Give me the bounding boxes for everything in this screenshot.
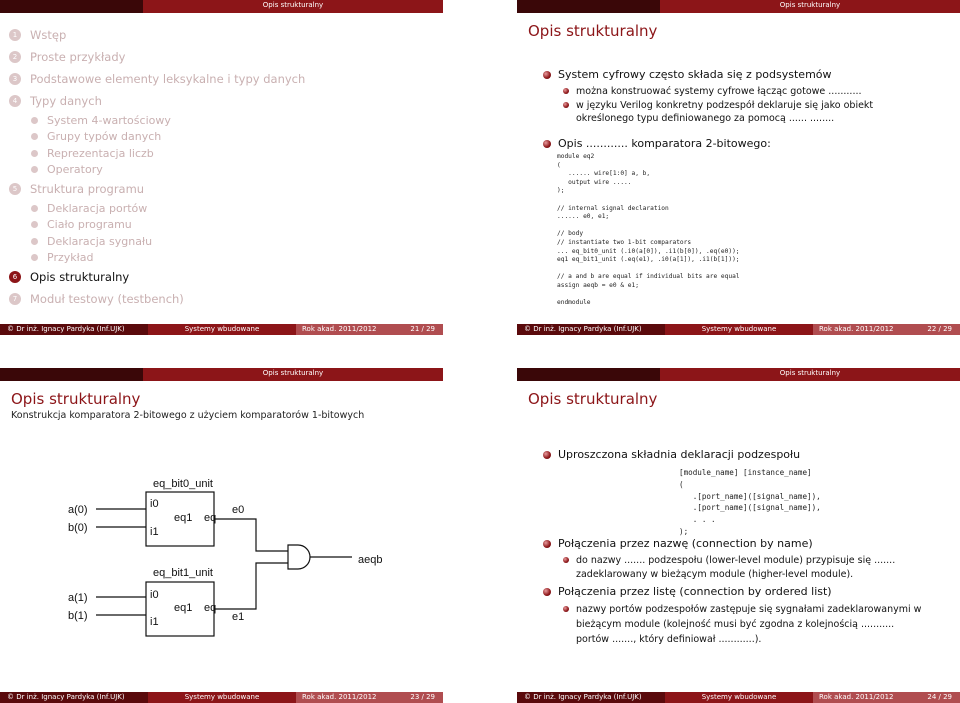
code-line: ...... e0, e1; xyxy=(557,213,610,221)
eq1-label: eq1 xyxy=(174,602,193,614)
code-line xyxy=(557,222,740,231)
toc-section-label: Podstawowe elementy leksykalne i typy danych xyxy=(30,72,306,86)
bullet-icon xyxy=(563,102,569,108)
code-line: ); xyxy=(557,187,565,195)
port-i0: i0 xyxy=(150,498,159,510)
output-label: aeqb xyxy=(358,554,383,566)
sub-bullet-item: nazwy portów podzespołów zastępuje się sygnałami zadeklarowanymi w xyxy=(563,603,921,617)
code-line: ... eq_bit0_unit (.i0(a[0]), .i1(b[0]), .eq(e0)); xyxy=(557,247,740,255)
bullet-item: Połączenia przez nazwę (connection by name) xyxy=(543,537,813,550)
toc-section-label: Typy danych xyxy=(30,94,102,108)
toc-subsection[interactable] xyxy=(9,233,305,250)
toc-subsection[interactable] xyxy=(9,112,305,129)
code-line: // a and b are equal if individual bits are equal xyxy=(557,273,740,281)
toc-section-4[interactable] xyxy=(9,90,305,112)
footer-author: © Dr inż. Ignacy Pardyka (Inf.UJK) xyxy=(517,324,665,335)
footer-course: Systemy wbudowane xyxy=(148,692,296,703)
footer-course: Systemy wbudowane xyxy=(665,692,813,703)
code-line: .[port_name]([signal_name]), xyxy=(679,491,821,501)
code-line: . . . xyxy=(679,515,716,525)
header-label: Opis strukturalny xyxy=(262,369,324,377)
bullet-icon xyxy=(31,238,38,245)
toc-subsection[interactable] xyxy=(9,129,305,146)
toc-subsection[interactable] xyxy=(9,162,305,179)
section-number-badge: 6 xyxy=(9,271,21,283)
section-number-badge: 5 xyxy=(9,183,21,195)
section-number-badge: 7 xyxy=(9,293,21,305)
header-label: Opis strukturalny xyxy=(779,369,841,377)
footer-author: © Dr inż. Ignacy Pardyka (Inf.UJK) xyxy=(517,692,665,703)
code-line: [module_name] [instance_name] xyxy=(679,468,812,477)
toc-section-6[interactable] xyxy=(9,266,305,288)
frame-title: Opis strukturalny xyxy=(528,22,658,40)
toc-subsection-label: Operatory xyxy=(47,163,103,177)
frame-subtitle: Konstrukcja komparatora 2-bitowego z użyciem komparatorów 1-bitowych xyxy=(11,410,365,421)
toc-section-label: Proste przykłady xyxy=(30,50,126,64)
syntax-code-block xyxy=(679,468,821,539)
e1-label: e1 xyxy=(232,611,245,623)
code-line xyxy=(557,196,740,205)
toc-section-2[interactable] xyxy=(9,46,305,68)
bullet-icon xyxy=(563,606,569,612)
bullet-icon xyxy=(31,205,38,212)
toc-subsection[interactable] xyxy=(9,145,305,162)
code-line: ...... wire[1:0] a, b, xyxy=(557,170,651,178)
a0-label: a(0) xyxy=(68,504,88,516)
toc-subsection-label: Reprezentacja liczb xyxy=(47,146,154,160)
toc-subsection[interactable] xyxy=(9,217,305,234)
sub-bullet-item: można konstruować systemy cyfrowe łącząc gotowe ........... xyxy=(563,85,862,99)
toc-subsection-label: System 4-wartościowy xyxy=(47,113,171,127)
slide-header xyxy=(517,0,960,13)
bullet-icon xyxy=(31,166,38,173)
bullet-icon xyxy=(31,254,38,261)
slide-23 xyxy=(0,368,443,703)
toc-section-label: Wstęp xyxy=(30,28,67,42)
footer-year: Rok akad. 2011/2012 xyxy=(819,325,894,333)
slide-footer xyxy=(0,324,443,335)
port-i1: i1 xyxy=(150,526,159,538)
code-line: eq1 eq_bit1_unit (.eq(e1), .i0(a[1]), .i1(b[1])); xyxy=(557,256,740,264)
verilog-code-block xyxy=(557,153,740,308)
footer-year: Rok akad. 2011/2012 xyxy=(819,693,894,701)
code-line: endmodule xyxy=(557,299,591,307)
slide-24 xyxy=(517,368,960,703)
bullet-icon xyxy=(543,140,551,148)
header-label: Opis strukturalny xyxy=(262,1,324,9)
sub-bullet-continuation: określonego typu definiowanego za pomocą ...... ........ xyxy=(576,113,835,124)
footer-page: 22 / 29 xyxy=(927,325,952,333)
bullet-icon xyxy=(543,451,551,459)
slide-footer xyxy=(0,692,443,703)
toc-section-5[interactable] xyxy=(9,178,305,200)
toc-section-3[interactable] xyxy=(9,68,305,90)
sub-bullet-continuation: bieżącym module (kolejność musi być zgodna z kolejnością ........... xyxy=(576,619,895,630)
bullet-icon xyxy=(543,540,551,548)
bullet-icon xyxy=(31,117,38,124)
bullet-icon xyxy=(31,133,38,140)
port-eq: eq xyxy=(204,602,217,614)
footer-page: 24 / 29 xyxy=(927,693,952,701)
code-line: module eq2 xyxy=(557,153,595,160)
code-line xyxy=(557,291,740,300)
footer-year: Rok akad. 2011/2012 xyxy=(302,325,377,333)
code-line: ( xyxy=(679,479,684,489)
port-eq: eq xyxy=(204,512,217,524)
code-line: // body xyxy=(557,230,584,238)
port-i1: i1 xyxy=(150,616,159,628)
toc-section-7[interactable] xyxy=(9,288,305,310)
code-line: // instantiate two 1-bit comparators xyxy=(557,238,692,246)
code-line: output wire ..... xyxy=(557,178,632,186)
bullet-icon xyxy=(31,221,38,228)
a1-label: a(1) xyxy=(68,592,88,604)
bullet-icon xyxy=(543,588,551,596)
sub-bullet-item: w języku Verilog konkretny podzespół deklaruje się jako obiekt xyxy=(563,99,873,113)
slide-21 xyxy=(0,0,443,335)
section-number-badge: 2 xyxy=(9,51,21,63)
sub-bullet-item: do nazwy ....... podzespołu (lower-level module) przypisuje się ....... xyxy=(563,554,895,568)
slide-header xyxy=(0,368,443,381)
bullet-item: Opis ............ komparatora 2-bitowego: xyxy=(543,137,771,150)
slide-footer xyxy=(517,324,960,335)
toc-subsection[interactable] xyxy=(9,200,305,217)
bullet-item: System cyfrowy często składa się z podsystemów xyxy=(543,68,832,81)
bullet-icon xyxy=(543,71,551,79)
section-number-badge: 4 xyxy=(9,95,21,107)
slide-footer xyxy=(517,692,960,703)
bullet-icon xyxy=(563,557,569,563)
section-number-badge: 3 xyxy=(9,73,21,85)
bullet-icon xyxy=(31,150,38,157)
footer-page: 23 / 29 xyxy=(410,693,435,701)
toc-section-label: Opis strukturalny xyxy=(30,270,130,284)
code-line: ( xyxy=(557,161,561,169)
unit1-label: eq_bit1_unit xyxy=(153,567,213,579)
code-line: assign aeqb = e0 & e1; xyxy=(557,281,639,289)
b0-label: b(0) xyxy=(68,522,88,534)
footer-course: Systemy wbudowane xyxy=(665,324,813,335)
toc-subsection-label: Deklaracja sygnału xyxy=(47,234,153,248)
code-line xyxy=(557,265,740,274)
bullet-item: Uproszczona składnia deklaracji podzespołu xyxy=(543,448,800,461)
b1-label: b(1) xyxy=(68,610,88,622)
code-line: ); xyxy=(679,526,689,536)
comparator-schematic xyxy=(56,463,388,643)
footer-course: Systemy wbudowane xyxy=(148,324,296,335)
table-of-contents xyxy=(9,24,305,310)
bullet-icon xyxy=(563,88,569,94)
sub-bullet-continuation: portów ......., który definiował ............). xyxy=(576,634,762,645)
toc-section-1[interactable] xyxy=(9,24,305,46)
slide-header xyxy=(0,0,443,13)
footer-author: © Dr inż. Ignacy Pardyka (Inf.UJK) xyxy=(0,692,148,703)
toc-subsection-label: Deklaracja portów xyxy=(47,201,148,215)
frame-title: Opis strukturalny xyxy=(11,390,141,408)
toc-section-label: Struktura programu xyxy=(30,182,145,196)
code-line: .[port_name]([signal_name]), xyxy=(679,503,821,513)
bullet-item: Połączenia przez listę (connection by ordered list) xyxy=(543,585,832,598)
e0-label: e0 xyxy=(232,504,245,516)
slide-22 xyxy=(517,0,960,335)
toc-subsection-label: Grupy typów danych xyxy=(47,130,162,144)
footer-year: Rok akad. 2011/2012 xyxy=(302,693,377,701)
toc-subsection[interactable] xyxy=(9,250,305,267)
section-number-badge: 1 xyxy=(9,29,21,41)
port-i0: i0 xyxy=(150,589,159,601)
code-line: // internal signal declaration xyxy=(557,204,669,212)
toc-subsection-label: Ciało programu xyxy=(47,218,132,232)
header-label: Opis strukturalny xyxy=(779,1,841,9)
unit0-label: eq_bit0_unit xyxy=(153,478,213,490)
toc-section-label: Moduł testowy (testbench) xyxy=(30,292,184,306)
slide-header xyxy=(517,368,960,381)
eq1-label: eq1 xyxy=(174,512,193,524)
footer-author: © Dr inż. Ignacy Pardyka (Inf.UJK) xyxy=(0,324,148,335)
footer-page: 21 / 29 xyxy=(410,325,435,333)
frame-title: Opis strukturalny xyxy=(528,390,658,408)
toc-subsection-label: Przykład xyxy=(47,251,94,265)
sub-bullet-continuation: zadeklarowany w bieżącym module (higher-level module). xyxy=(576,569,854,580)
